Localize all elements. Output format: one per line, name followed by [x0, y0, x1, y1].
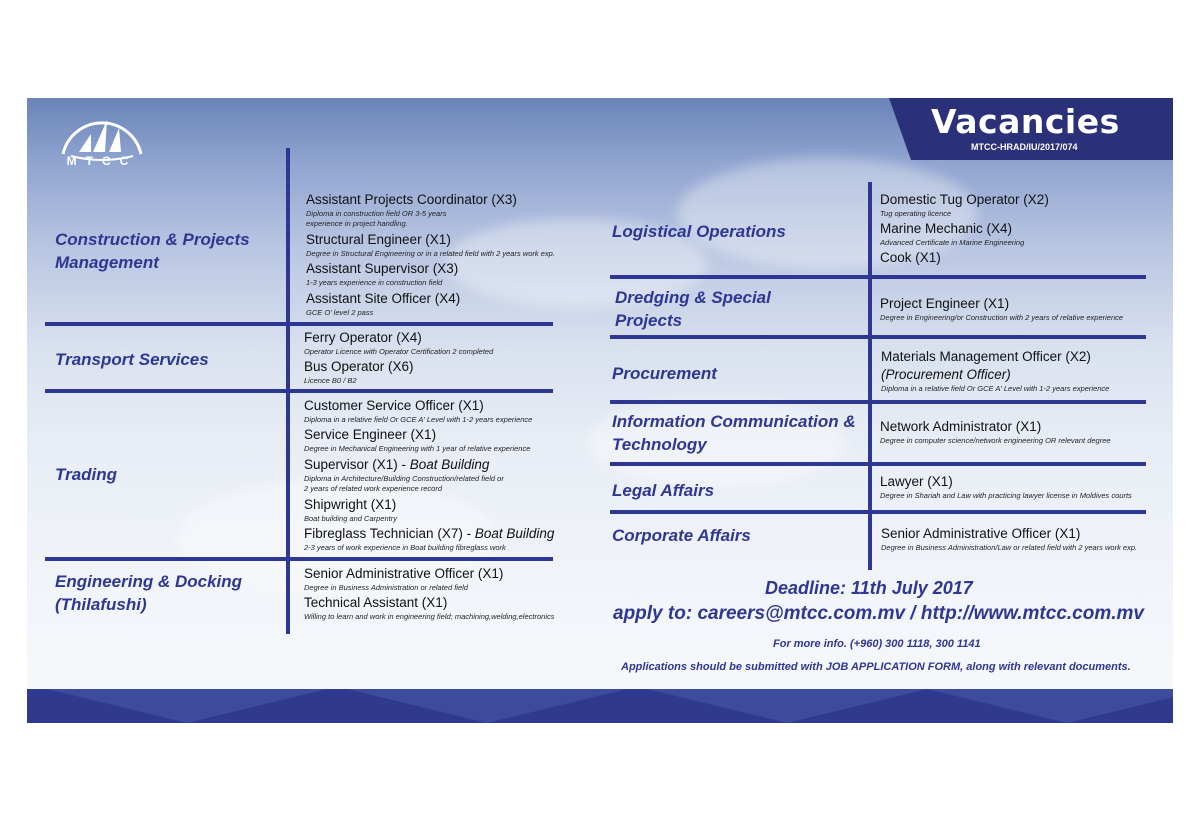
job-title: Service Engineer (X1)	[304, 427, 437, 442]
job-requirement: Diploma in a relative field Or GCE A' Level with 1-2 years experience	[881, 384, 1110, 393]
job-requirement: Degree in computer science/network engineering OR relevant degree	[880, 436, 1111, 445]
dept-logistical: Logistical Operations	[612, 222, 786, 241]
job-requirement: Degree in Business Administration/Law or related field with 2 years work exp.	[881, 543, 1138, 552]
vacancies-banner	[911, 98, 1173, 160]
reference-number: MTCC-HRAD/IU/2017/074	[971, 142, 1078, 152]
bottom-band	[27, 689, 1173, 723]
job-title: Shipwright (X1)	[304, 497, 397, 512]
job-title-emphasis: (Procurement Officer)	[881, 367, 1011, 382]
job-title: Domestic Tug Operator (X2)	[880, 192, 1049, 207]
job-title: Assistant Projects Coordinator (X3)	[306, 192, 517, 207]
job-requirement: Advanced Certificate in Marine Engineering	[880, 238, 1025, 247]
dept-legal: Legal Affairs	[612, 481, 715, 500]
job-title: Lawyer (X1)	[880, 474, 953, 489]
right-row-divider-1	[610, 275, 1146, 279]
left-row-divider-1	[45, 322, 553, 326]
job-title: Network Administrator (X1)	[880, 419, 1042, 434]
dept-dredging: Dredging & Special Projects	[615, 288, 771, 330]
application-note: Applications should be submitted with JOB APPLICATION FORM, along with relevant documents.	[621, 661, 1131, 673]
apply-text: apply to: careers@mtcc.com.mv / http://www.mtcc.com.mv	[613, 603, 1144, 624]
job-title: Senior Administrative Officer (X1)	[881, 526, 1081, 541]
job-requirement: GCE O' level 2 pass	[306, 308, 374, 317]
job-requirement: Tug operating licence	[880, 209, 952, 218]
right-row-divider-5	[610, 510, 1146, 514]
job-requirement: Degree in Mechanical Engineering with 1 year of relative experience	[304, 444, 531, 453]
job-requirement: Licence B0 / B2	[304, 376, 357, 385]
job-title: Cook (X1)	[880, 250, 941, 265]
job-title: Fibreglass Technician (X7) -	[304, 526, 475, 541]
job-requirement: Diploma in Architecture/Building Construction/related field or	[304, 474, 504, 483]
job-requirement: Degree in Engineering/or Construction with 2 years of relative experience	[880, 313, 1124, 322]
job-title-line2	[881, 366, 1011, 383]
dept-trading: Trading	[55, 465, 118, 484]
job-title-emphasis: Boat Building	[474, 526, 555, 541]
left-row-divider-3	[45, 557, 553, 561]
job-requirement: Degree in Business Administration or related field	[304, 583, 468, 592]
deadline-text: Deadline: 11th July 2017	[765, 578, 973, 598]
vacancy-poster	[27, 98, 1173, 723]
job-requirement-line2: 2 years of related work experience record	[304, 484, 442, 493]
job-requirement: Degree in Structural Engineering or in a related field with 2 years work exp.	[306, 249, 555, 258]
logo-text: MTCC	[66, 154, 138, 168]
dept-engineering-docking: Engineering & Docking (Thilafushi)	[55, 572, 243, 614]
job-title: Ferry Operator (X4)	[304, 330, 422, 345]
job-title: Assistant Supervisor (X3)	[306, 261, 459, 276]
job-requirement: 1-3 years experience in construction field	[306, 278, 443, 287]
job-title: Project Engineer (X1)	[880, 296, 1010, 311]
dept-procurement: Procurement	[612, 364, 717, 383]
job-title: Marine Mechanic (X4)	[880, 221, 1013, 236]
dept-construction: Construction & Projects Management	[55, 230, 250, 272]
job-title: Supervisor (X1) -	[304, 457, 410, 472]
job-title: Senior Administrative Officer (X1)	[304, 566, 504, 581]
job-title: Assistant Site Officer (X4)	[306, 291, 461, 306]
job-title: Technical Assistant (X1)	[304, 595, 448, 610]
job-title: Bus Operator (X6)	[304, 359, 414, 374]
job-title: Customer Service Officer (X1)	[304, 398, 484, 413]
dept-transport: Transport Services	[55, 350, 209, 369]
job-title-with-em	[304, 456, 489, 473]
right-row-divider-2	[610, 335, 1146, 339]
job-title-with-em	[304, 525, 554, 542]
right-row-divider-4	[610, 462, 1146, 466]
left-row-divider-2	[45, 389, 553, 393]
dept-corporate: Corporate Affairs	[612, 526, 751, 545]
job-requirement: Boat building and Carpentry	[304, 514, 397, 523]
job-requirement: Diploma in a relative field Or GCE A' Level with 1-2 years experience	[304, 415, 533, 424]
job-requirement: Diploma in construction field OR 3-5 years experience in project handling.	[306, 209, 447, 228]
job-requirement: Operator Licence with Operator Certification 2 completed	[304, 347, 494, 356]
page-title: Vacancies	[931, 102, 1120, 141]
job-title: Structural Engineer (X1)	[306, 232, 451, 247]
contact-info: For more info. (+960) 300 1118, 300 1141	[773, 638, 981, 650]
dept-ict: Information Communication & Technology	[612, 412, 856, 454]
right-row-divider-3	[610, 400, 1146, 404]
job-requirement: Willing to learn and work in engineering field; machining,welding,electronics	[304, 612, 555, 621]
job-requirement: 2-3 years of work experience in Boat building fibreglass work	[304, 543, 506, 552]
job-title: Materials Management Officer (X2)	[881, 349, 1091, 364]
job-requirement: Degree in Shariah and Law with practicing lawyer license in Moldives courts	[880, 491, 1132, 500]
job-title-emphasis: Boat Building	[409, 457, 490, 472]
